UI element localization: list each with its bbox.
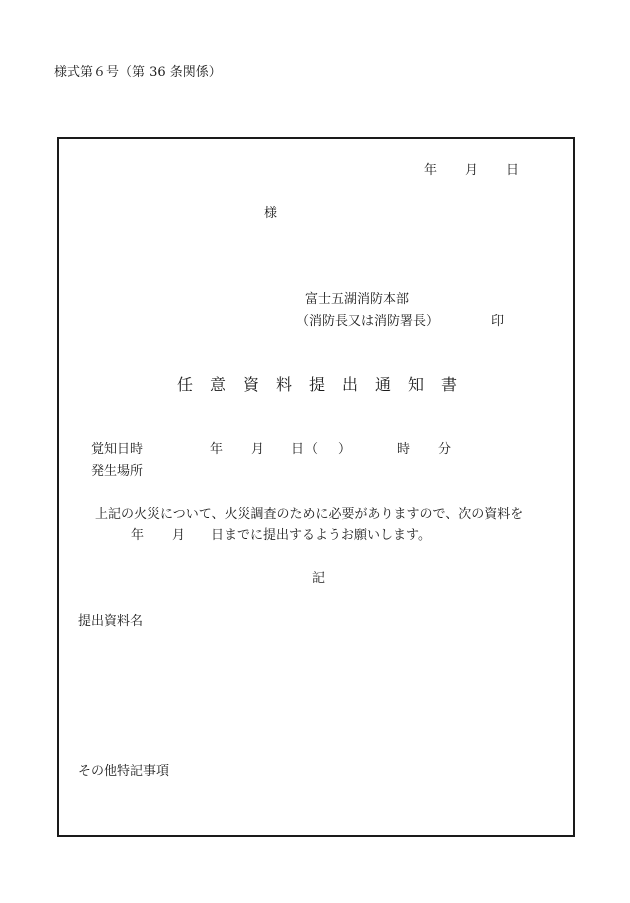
title-char: 通 — [375, 375, 392, 394]
document-title — [0, 377, 630, 397]
awareness-paren-close: ） — [338, 442, 352, 457]
issuer-title: （消防長又は消防署長） — [296, 314, 440, 329]
body-line-2: 日までに提出するようお願いします。 — [211, 528, 431, 543]
notes-label: その他特記事項 — [78, 764, 170, 779]
awareness-month: 月 — [251, 442, 265, 457]
title-char: 知 — [408, 375, 425, 394]
body-month: 月 — [172, 528, 186, 543]
title-char: 書 — [441, 375, 458, 394]
form-label: 様式第６号（第 36 条関係） — [54, 65, 222, 80]
body-year: 年 — [131, 528, 145, 543]
awareness-label: 覚知日時 — [91, 442, 144, 457]
ki-heading: 記 — [312, 571, 326, 586]
awareness-year: 年 — [210, 442, 224, 457]
title-char: 出 — [342, 375, 359, 394]
body-line-1: 上記の火災について、火災調査のために必要がありますので、次の資料を — [95, 507, 524, 522]
awareness-minute: 分 — [438, 442, 452, 457]
addressee-suffix: 様 — [264, 206, 278, 221]
title-char: 意 — [210, 375, 227, 394]
issuer-name: 富士五湖消防本部 — [305, 292, 410, 307]
awareness-paren-open: （ — [305, 442, 319, 457]
form-frame — [57, 137, 575, 837]
date-year-label: 年 — [424, 163, 438, 178]
date-month-label: 月 — [465, 163, 479, 178]
materials-label: 提出資料名 — [78, 614, 144, 629]
date-day-label: 日 — [506, 163, 520, 178]
title-char: 資 — [243, 375, 260, 394]
title-char: 提 — [309, 375, 326, 394]
title-char: 任 — [177, 375, 194, 394]
awareness-day: 日 — [291, 442, 305, 457]
seal-mark: 印 — [491, 314, 505, 329]
location-label: 発生場所 — [91, 464, 144, 479]
awareness-hour: 時 — [397, 442, 411, 457]
title-char: 料 — [276, 375, 293, 394]
